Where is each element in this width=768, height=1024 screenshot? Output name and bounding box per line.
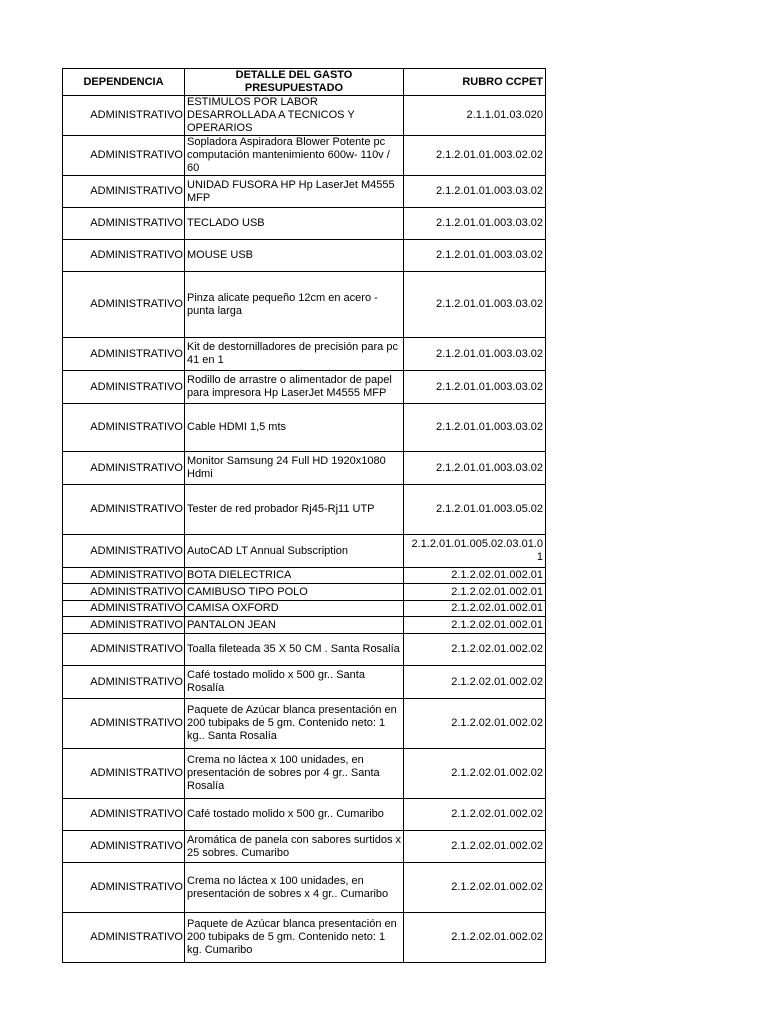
dependencia-cell: ADMINISTRATIVO: [63, 485, 185, 535]
rubro-cell: 2.1.2.01.01.003.03.02: [404, 176, 546, 208]
detalle-cell: Aromática de panela con sabores surtidos x 25 sobres. Cumaribo: [185, 831, 404, 863]
rubro-cell: 2.1.2.01.01.003.03.02: [404, 371, 546, 404]
table-row: [63, 568, 546, 584]
detalle-cell: PANTALON JEAN: [185, 617, 404, 634]
detalle-cell: Crema no láctea x 100 unidades, en presentación de sobres x 4 gr.. Cumaribo: [185, 863, 404, 913]
table-row: [63, 634, 546, 666]
detalle-cell: Rodillo de arrastre o alimentador de papel para impresora Hp LaserJet M4555 MFP: [185, 371, 404, 404]
rubro-cell: 2.1.2.02.01.002.02: [404, 634, 546, 666]
rubro-cell: 2.1.2.02.01.002.01: [404, 617, 546, 634]
rubro-cell: 2.1.2.02.01.002.01: [404, 568, 546, 584]
detalle-cell: Monitor Samsung 24 Full HD 1920x1080 Hdmi: [185, 452, 404, 485]
table-row: [63, 799, 546, 831]
dependencia-cell: ADMINISTRATIVO: [63, 913, 185, 963]
dependencia-cell: ADMINISTRATIVO: [63, 617, 185, 634]
header-row: [63, 69, 546, 96]
table-row: [63, 584, 546, 601]
dependencia-cell: ADMINISTRATIVO: [63, 404, 185, 452]
dependencia-cell: ADMINISTRATIVO: [63, 584, 185, 601]
rubro-cell: 2.1.2.02.01.002.01: [404, 601, 546, 617]
dependencia-cell: ADMINISTRATIVO: [63, 749, 185, 799]
rubro-cell: 2.1.2.01.01.003.05.02: [404, 485, 546, 535]
detalle-cell: CAMIBUSO TIPO POLO: [185, 584, 404, 601]
detalle-cell: ESTIMULOS POR LABOR DESARROLLADA A TECNICOS Y OPERARIOS: [185, 96, 404, 136]
detalle-cell: Kit de destornilladores de precisión para pc 41 en 1: [185, 338, 404, 371]
dependencia-cell: ADMINISTRATIVO: [63, 831, 185, 863]
table-row: [63, 240, 546, 272]
rubro-cell: 2.1.2.01.01.005.02.03.01.01: [404, 535, 546, 568]
dependencia-cell: ADMINISTRATIVO: [63, 666, 185, 699]
rubro-cell: 2.1.2.02.01.002.01: [404, 584, 546, 601]
table-row: [63, 338, 546, 371]
dependencia-cell: ADMINISTRATIVO: [63, 568, 185, 584]
table-row: [63, 371, 546, 404]
table-row: [63, 749, 546, 799]
dependencia-cell: ADMINISTRATIVO: [63, 634, 185, 666]
table-row: [63, 666, 546, 699]
table-row: [63, 136, 546, 176]
dependencia-cell: ADMINISTRATIVO: [63, 240, 185, 272]
detalle-cell: Toalla fileteada 35 X 50 CM . Santa Rosalía: [185, 634, 404, 666]
rubro-cell: 2.1.2.02.01.002.02: [404, 699, 546, 749]
dependencia-cell: ADMINISTRATIVO: [63, 799, 185, 831]
rubro-cell: 2.1.2.02.01.002.02: [404, 913, 546, 963]
rubro-cell: 2.1.1.01.03.020: [404, 96, 546, 136]
detalle-cell: TECLADO USB: [185, 208, 404, 240]
dependencia-cell: ADMINISTRATIVO: [63, 176, 185, 208]
rubro-cell: 2.1.2.01.01.003.03.02: [404, 208, 546, 240]
table-row: [63, 404, 546, 452]
rubro-cell: 2.1.2.01.01.003.03.02: [404, 272, 546, 338]
dependencia-cell: ADMINISTRATIVO: [63, 452, 185, 485]
dependencia-cell: ADMINISTRATIVO: [63, 699, 185, 749]
rubro-cell: 2.1.2.02.01.002.02: [404, 666, 546, 699]
dependencia-cell: ADMINISTRATIVO: [63, 601, 185, 617]
rubro-cell: 2.1.2.01.01.003.02.02: [404, 136, 546, 176]
dependencia-cell: ADMINISTRATIVO: [63, 371, 185, 404]
table-row: [63, 699, 546, 749]
rubro-cell: 2.1.2.02.01.002.02: [404, 799, 546, 831]
table-row: [63, 96, 546, 136]
table-row: [63, 485, 546, 535]
table-row: [63, 272, 546, 338]
header-dependencia: DEPENDENCIA: [63, 69, 185, 96]
rubro-cell: 2.1.2.02.01.002.02: [404, 863, 546, 913]
dependencia-cell: ADMINISTRATIVO: [63, 535, 185, 568]
table-row: [63, 831, 546, 863]
detalle-cell: Café tostado molido x 500 gr.. Cumaribo: [185, 799, 404, 831]
detalle-cell: Pinza alicate pequeño 12cm en acero - punta larga: [185, 272, 404, 338]
header-rubro: RUBRO CCPET: [404, 69, 546, 96]
detalle-cell: Sopladora Aspiradora Blower Potente pc computación mantenimiento 600w- 110v / 60: [185, 136, 404, 176]
detalle-cell: BOTA DIELECTRICA: [185, 568, 404, 584]
detalle-cell: Café tostado molido x 500 gr.. Santa Rosalía: [185, 666, 404, 699]
table-row: [63, 452, 546, 485]
rubro-cell: 2.1.2.01.01.003.03.02: [404, 338, 546, 371]
table-row: [63, 617, 546, 634]
detalle-cell: AutoCAD LT Annual Subscription: [185, 535, 404, 568]
detalle-cell: Crema no láctea x 100 unidades, en presentación de sobres por 4 gr.. Santa Rosalía: [185, 749, 404, 799]
table-row: [63, 863, 546, 913]
dependencia-cell: ADMINISTRATIVO: [63, 96, 185, 136]
header-detalle: DETALLE DEL GASTO PRESUPUESTADO: [185, 69, 404, 96]
rubro-cell: 2.1.2.01.01.003.03.02: [404, 240, 546, 272]
table-row: [63, 913, 546, 963]
detalle-cell: UNIDAD FUSORA HP Hp LaserJet M4555 MFP: [185, 176, 404, 208]
detalle-cell: Cable HDMI 1,5 mts: [185, 404, 404, 452]
detalle-cell: Paquete de Azúcar blanca presentación en 200 tubipaks de 5 gm. Contenido neto: 1 kg.. Santa Rosalía: [185, 699, 404, 749]
detalle-cell: Tester de red probador Rj45-Rj11 UTP: [185, 485, 404, 535]
budget-table: [62, 68, 546, 963]
detalle-cell: CAMISA OXFORD: [185, 601, 404, 617]
table-row: [63, 176, 546, 208]
dependencia-cell: ADMINISTRATIVO: [63, 338, 185, 371]
rubro-cell: 2.1.2.01.01.003.03.02: [404, 404, 546, 452]
table-row: [63, 601, 546, 617]
detalle-cell: Paquete de Azúcar blanca presentación en 200 tubipaks de 5 gm. Contenido neto: 1 kg. Cumaribo: [185, 913, 404, 963]
table-body: [63, 96, 546, 963]
rubro-cell: 2.1.2.02.01.002.02: [404, 749, 546, 799]
table-row: [63, 208, 546, 240]
dependencia-cell: ADMINISTRATIVO: [63, 208, 185, 240]
rubro-cell: 2.1.2.01.01.003.03.02: [404, 452, 546, 485]
dependencia-cell: ADMINISTRATIVO: [63, 863, 185, 913]
dependencia-cell: ADMINISTRATIVO: [63, 136, 185, 176]
rubro-cell: 2.1.2.02.01.002.02: [404, 831, 546, 863]
dependencia-cell: ADMINISTRATIVO: [63, 272, 185, 338]
table-row: [63, 535, 546, 568]
detalle-cell: MOUSE USB: [185, 240, 404, 272]
